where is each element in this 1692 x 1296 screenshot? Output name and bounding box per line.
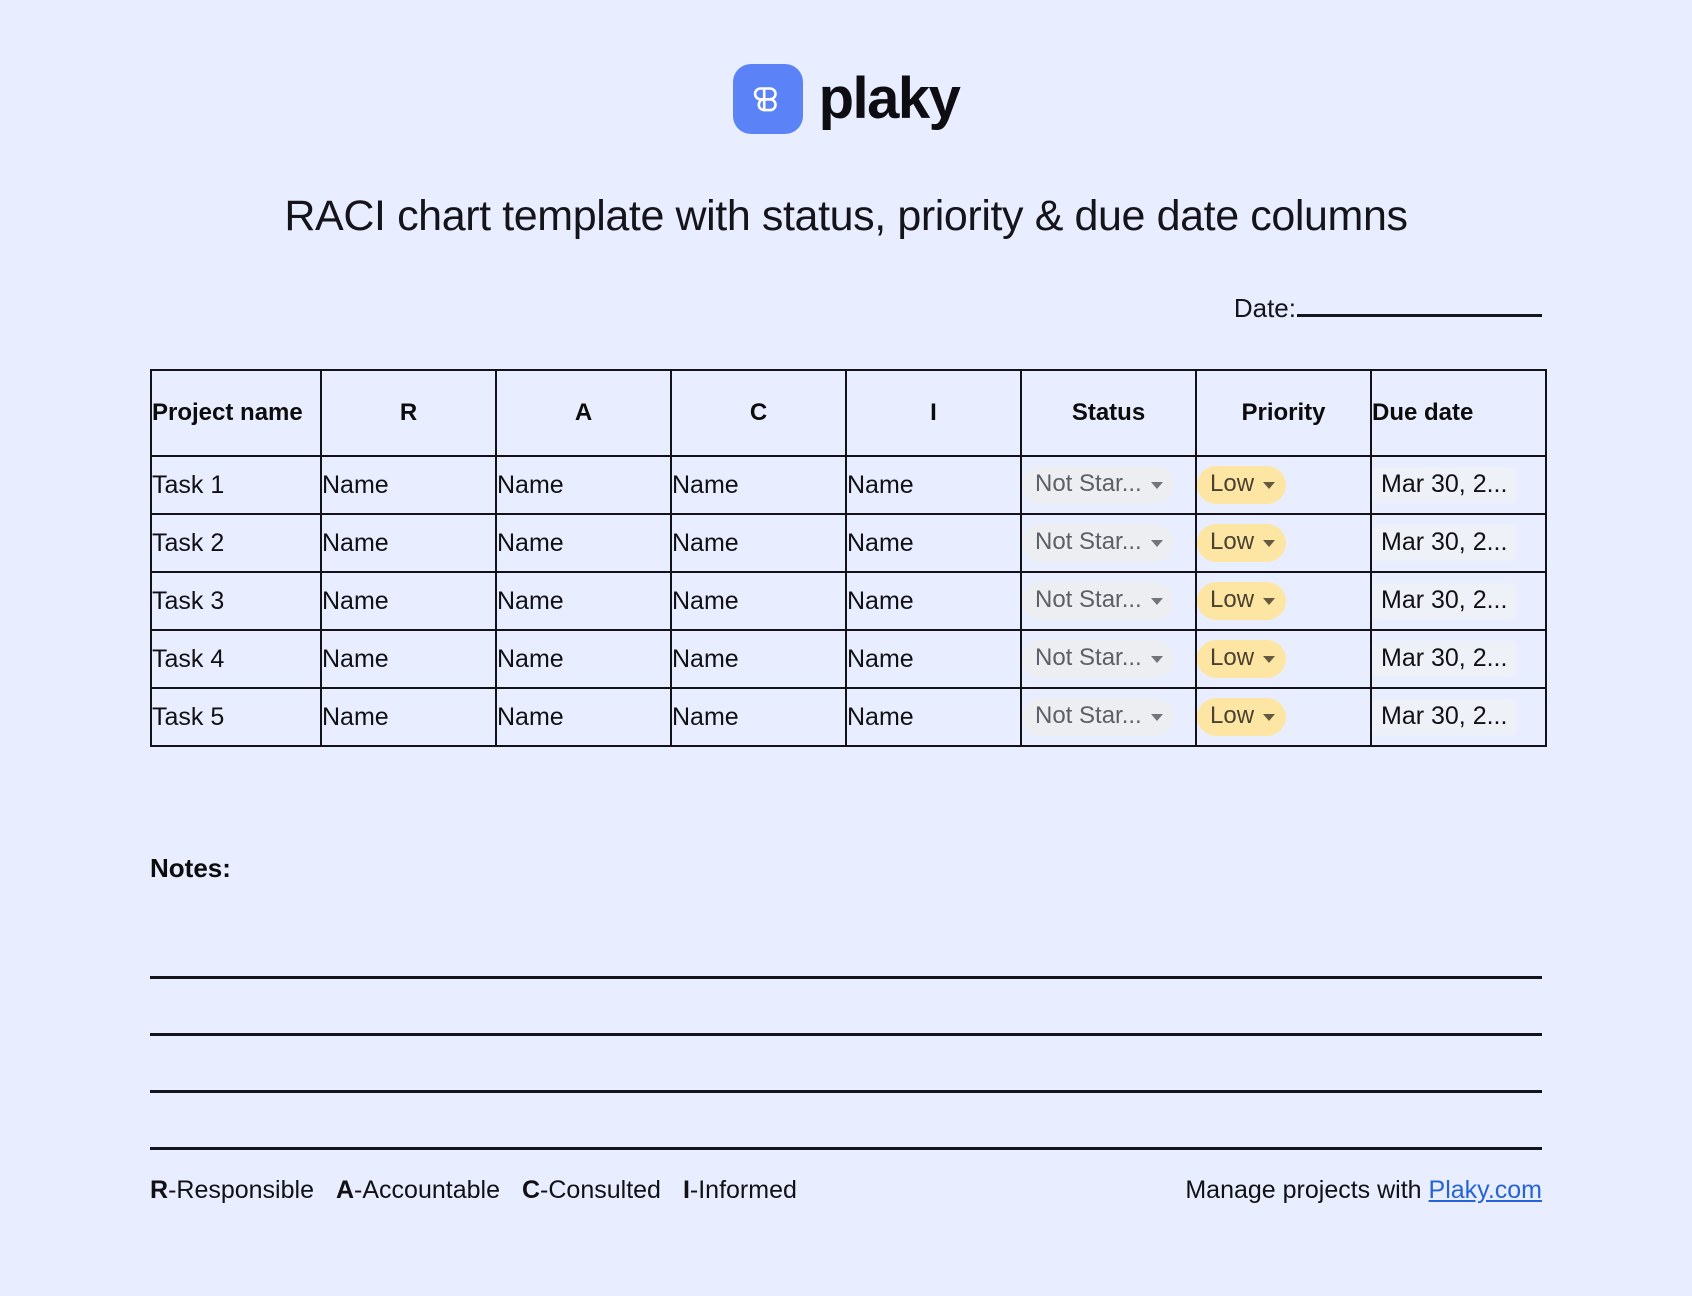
raci-table: [150, 369, 1547, 747]
legend-item-informed: [683, 1176, 797, 1205]
legend-key-a: A: [335, 1176, 355, 1204]
cell-priority: [1196, 630, 1371, 688]
cell-a[interactable]: Name: [496, 572, 671, 630]
due-date-value[interactable]: Mar 30, 2...: [1372, 583, 1516, 619]
cell-project-name[interactable]: Task 1: [151, 456, 321, 514]
notes-label: Notes:: [150, 853, 231, 883]
table-row: [151, 572, 1546, 630]
chevron-down-icon: [1151, 540, 1163, 547]
legend-sep: -: [540, 1176, 549, 1204]
cell-c[interactable]: Name: [671, 630, 846, 688]
chevron-down-icon: [1263, 598, 1275, 605]
cell-r[interactable]: Name: [321, 630, 496, 688]
header-r: R: [321, 370, 496, 456]
chevron-down-icon: [1263, 540, 1275, 547]
cell-status: [1021, 572, 1196, 630]
legend-item-accountable: [336, 1176, 500, 1205]
status-dropdown[interactable]: [1022, 582, 1174, 619]
table-body: [151, 456, 1546, 746]
page-title: RACI chart template with status, priority & due date columns: [284, 192, 1408, 240]
cell-due-date: [1371, 688, 1546, 746]
note-line[interactable]: [150, 1093, 1542, 1150]
raci-legend: [150, 1176, 819, 1205]
legend-sep: -: [689, 1176, 699, 1204]
status-label: Not Star...: [1035, 702, 1142, 730]
legend-sep: -: [354, 1176, 363, 1204]
cell-c[interactable]: Name: [671, 688, 846, 746]
chevron-down-icon: [1263, 656, 1275, 663]
table-row: [151, 514, 1546, 572]
status-label: Not Star...: [1035, 470, 1142, 498]
cell-r[interactable]: Name: [321, 688, 496, 746]
due-date-value[interactable]: Mar 30, 2...: [1372, 699, 1516, 735]
cell-i[interactable]: Name: [846, 572, 1021, 630]
legend-text-consulted: Consulted: [548, 1176, 661, 1204]
cell-a[interactable]: Name: [496, 456, 671, 514]
cell-a[interactable]: Name: [496, 688, 671, 746]
date-label: Date:: [1233, 293, 1296, 323]
raci-table-container: [150, 369, 1542, 747]
header-status: Status: [1021, 370, 1196, 456]
cell-c[interactable]: Name: [671, 572, 846, 630]
cell-c[interactable]: Name: [671, 514, 846, 572]
legend-key-r: R: [150, 1176, 169, 1204]
date-input-blank[interactable]: [1297, 294, 1542, 317]
legend-key-c: C: [521, 1176, 541, 1204]
priority-label: Low: [1210, 644, 1255, 672]
chevron-down-icon: [1151, 656, 1163, 663]
cell-c[interactable]: Name: [671, 456, 846, 514]
note-line[interactable]: [150, 979, 1542, 1036]
cell-status: [1021, 688, 1196, 746]
priority-label: Low: [1210, 470, 1255, 498]
priority-dropdown[interactable]: [1197, 582, 1286, 619]
cell-due-date: [1371, 630, 1546, 688]
priority-dropdown[interactable]: [1197, 698, 1286, 735]
cell-i[interactable]: Name: [846, 688, 1021, 746]
brand-header: [0, 0, 1692, 134]
table-header-row: [151, 370, 1546, 456]
header-a: A: [496, 370, 671, 456]
notes-lines: [150, 922, 1542, 1150]
cell-status: [1021, 456, 1196, 514]
cell-due-date: [1371, 456, 1546, 514]
header-due-date: Due date: [1371, 370, 1546, 456]
cell-a[interactable]: Name: [496, 630, 671, 688]
cell-priority: [1196, 572, 1371, 630]
status-dropdown[interactable]: [1022, 524, 1174, 561]
promo-prefix: Manage projects with: [1185, 1176, 1429, 1204]
header-priority: Priority: [1196, 370, 1371, 456]
header-project-name: Project name: [151, 370, 321, 456]
plaky-logo-icon: [733, 64, 803, 134]
promo-text: [1185, 1176, 1542, 1205]
legend-text-informed: Informed: [698, 1176, 797, 1204]
table-row: [151, 688, 1546, 746]
date-field: [0, 293, 1692, 324]
cell-a[interactable]: Name: [496, 514, 671, 572]
due-date-value[interactable]: Mar 30, 2...: [1372, 641, 1516, 677]
status-label: Not Star...: [1035, 528, 1142, 556]
note-line[interactable]: [150, 1036, 1542, 1093]
priority-label: Low: [1210, 702, 1255, 730]
priority-dropdown[interactable]: [1197, 466, 1286, 503]
legend-item-consulted: [522, 1176, 661, 1205]
cell-priority: [1196, 456, 1371, 514]
footer: [150, 1176, 1542, 1205]
priority-label: Low: [1210, 528, 1255, 556]
legend-text-accountable: Accountable: [362, 1176, 500, 1204]
table-row: [151, 630, 1546, 688]
cell-project-name[interactable]: Task 4: [151, 630, 321, 688]
plaky-link[interactable]: Plaky.com: [1428, 1176, 1542, 1204]
cell-project-name[interactable]: Task 3: [151, 572, 321, 630]
legend-text-responsible: Responsible: [176, 1176, 314, 1204]
due-date-value[interactable]: Mar 30, 2...: [1372, 467, 1516, 503]
legend-sep: -: [168, 1176, 177, 1204]
chevron-down-icon: [1151, 598, 1163, 605]
cell-status: [1021, 514, 1196, 572]
chevron-down-icon: [1151, 482, 1163, 489]
due-date-value[interactable]: Mar 30, 2...: [1372, 525, 1516, 561]
table-row: [151, 456, 1546, 514]
legend-key-i: I: [682, 1176, 690, 1204]
cell-i[interactable]: Name: [846, 456, 1021, 514]
cell-status: [1021, 630, 1196, 688]
priority-label: Low: [1210, 586, 1255, 614]
cell-r[interactable]: Name: [321, 514, 496, 572]
cell-priority: [1196, 514, 1371, 572]
status-label: Not Star...: [1035, 586, 1142, 614]
legend-item-responsible: [150, 1176, 314, 1205]
cell-project-name[interactable]: Task 2: [151, 514, 321, 572]
status-label: Not Star...: [1035, 644, 1142, 672]
cell-r[interactable]: Name: [321, 572, 496, 630]
cell-r[interactable]: Name: [321, 456, 496, 514]
note-line[interactable]: [150, 922, 1542, 979]
priority-dropdown[interactable]: [1197, 640, 1286, 677]
chevron-down-icon: [1263, 482, 1275, 489]
header-i: I: [846, 370, 1021, 456]
cell-project-name[interactable]: Task 5: [151, 688, 321, 746]
cell-i[interactable]: Name: [846, 630, 1021, 688]
priority-dropdown[interactable]: [1197, 524, 1286, 561]
cell-due-date: [1371, 514, 1546, 572]
cell-i[interactable]: Name: [846, 514, 1021, 572]
chevron-down-icon: [1263, 714, 1275, 721]
brand-wordmark: plaky: [818, 66, 960, 131]
cell-priority: [1196, 688, 1371, 746]
status-dropdown[interactable]: [1022, 698, 1174, 735]
status-dropdown[interactable]: [1022, 640, 1174, 677]
header-c: C: [671, 370, 846, 456]
cell-due-date: [1371, 572, 1546, 630]
chevron-down-icon: [1151, 714, 1163, 721]
status-dropdown[interactable]: [1022, 466, 1174, 503]
